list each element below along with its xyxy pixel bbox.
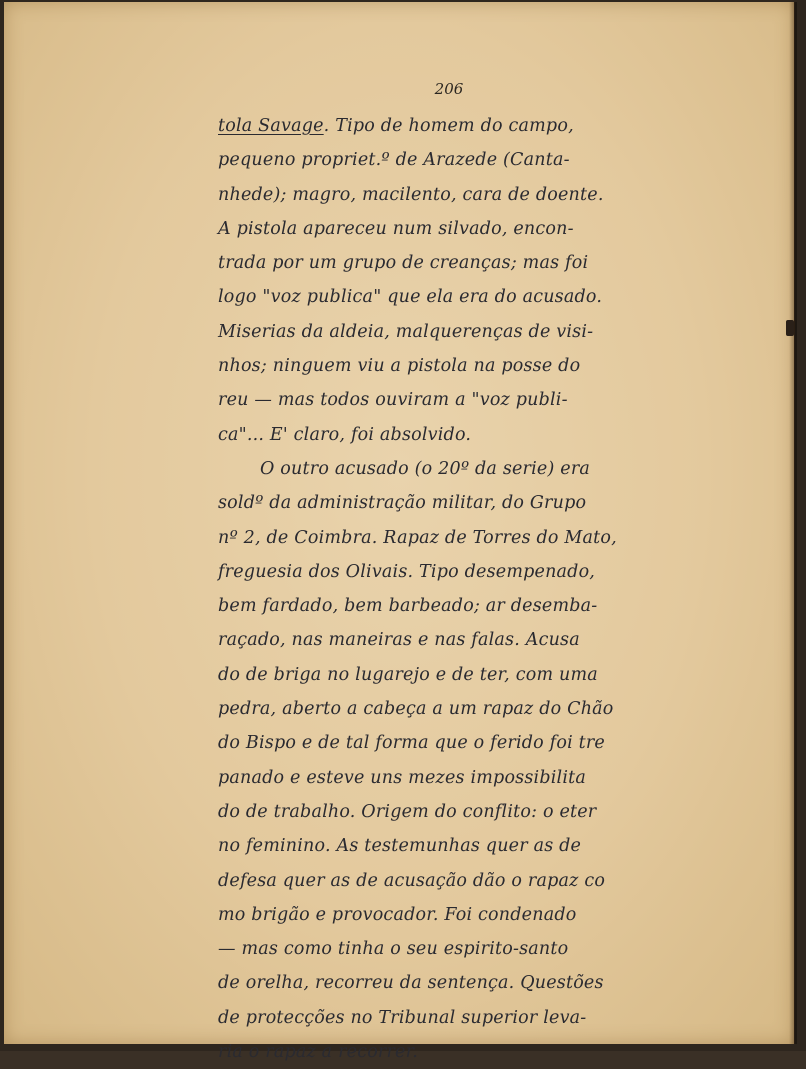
- line-text: panado e esteve uns mezes impossibilita: [218, 767, 586, 788]
- text-line: [218, 246, 698, 280]
- text-line: [218, 521, 698, 555]
- line-text: nhede); magro, macilento, cara de doente.: [218, 184, 604, 205]
- manuscript-page: [4, 2, 797, 1063]
- text-line: [218, 589, 698, 623]
- line-text: pequeno propriet.º de Arazede (Canta-: [218, 150, 570, 171]
- line-text: nº 2, de Coimbra. Rapaz de Torres do Mato,: [218, 527, 617, 548]
- line-text: mo brigão e provocador. Foi condenado: [218, 904, 577, 925]
- line-text: O outro acusado (o 20º da serie) era: [260, 458, 591, 479]
- text-line: [218, 761, 698, 795]
- underlined-name: tola Savage: [218, 116, 324, 136]
- text-line: [218, 692, 698, 726]
- line-text: . Tipo de homem do campo,: [323, 116, 574, 136]
- text-line: [218, 178, 698, 212]
- line-text: ca"... E' claro, foi absolvido.: [218, 424, 472, 445]
- line-text: de orelha, recorreu da sentença. Questões: [218, 973, 604, 994]
- line-text: bem fardado, bem barbeado; ar desemba-: [218, 596, 598, 617]
- text-line: [218, 829, 698, 863]
- text-line: [218, 623, 698, 657]
- binding-mark: [786, 320, 794, 336]
- text-line: [218, 418, 698, 452]
- line-text: do de trabalho. Origem do conflito: o eter: [218, 801, 597, 822]
- page-number: 206: [434, 80, 464, 98]
- line-text: soldº da administração militar, do Grupo: [218, 493, 587, 514]
- text-line: [218, 212, 698, 246]
- text-line: [218, 555, 698, 589]
- handwritten-text-block: [218, 109, 698, 1069]
- line-text: de protecções no Tribunal superior leva-: [218, 1007, 587, 1028]
- line-text: freguesia dos Olivais. Tipo desempenado,: [218, 561, 596, 582]
- line-text: Miserias da aldeia, malquerenças de visi-: [218, 321, 594, 342]
- line-text: — mas como tinha o seu espirito-santo: [218, 939, 569, 960]
- text-line: [218, 726, 698, 760]
- text-line: [218, 898, 698, 932]
- line-text: raçado, nas maneiras e nas falas. Acusa: [218, 630, 580, 651]
- line-text: ria o rapaz a recorrer.: [218, 1042, 419, 1063]
- text-line: [218, 280, 698, 314]
- text-line: [218, 383, 698, 417]
- text-line: [218, 486, 698, 520]
- text-line: [218, 932, 698, 966]
- text-line: [218, 864, 698, 898]
- text-line: [218, 1035, 698, 1069]
- line-text: no feminino. As testemunhas quer as de: [218, 836, 582, 857]
- line-text: pedra, aberto a cabeça a um rapaz do Chão: [218, 699, 614, 720]
- text-line: [218, 109, 698, 143]
- text-line: [218, 349, 698, 383]
- line-text: do Bispo e de tal forma que o ferido foi tre: [218, 733, 605, 754]
- text-line: [218, 795, 698, 829]
- line-text: logo "voz publica" que ela era do acusado.: [218, 287, 603, 308]
- text-line: [218, 1001, 698, 1035]
- line-text: trada por um grupo de creanças; mas foi: [218, 253, 589, 274]
- text-line: [218, 315, 698, 349]
- line-text: A pistola apareceu num silvado, encon-: [218, 218, 574, 239]
- line-text: nhos; ninguem viu a pistola na posse do: [218, 356, 581, 377]
- line-text: do de briga no lugarejo e de ter, com uma: [218, 664, 598, 685]
- text-line: [218, 658, 698, 692]
- line-text: defesa quer as de acusação dão o rapaz co: [218, 870, 606, 891]
- text-line: [218, 452, 698, 486]
- page-edge-shadow: [789, 2, 795, 1044]
- line-text: reu — mas todos ouviram a "voz publi-: [218, 390, 568, 411]
- text-line: [218, 966, 698, 1000]
- text-line: [218, 143, 698, 177]
